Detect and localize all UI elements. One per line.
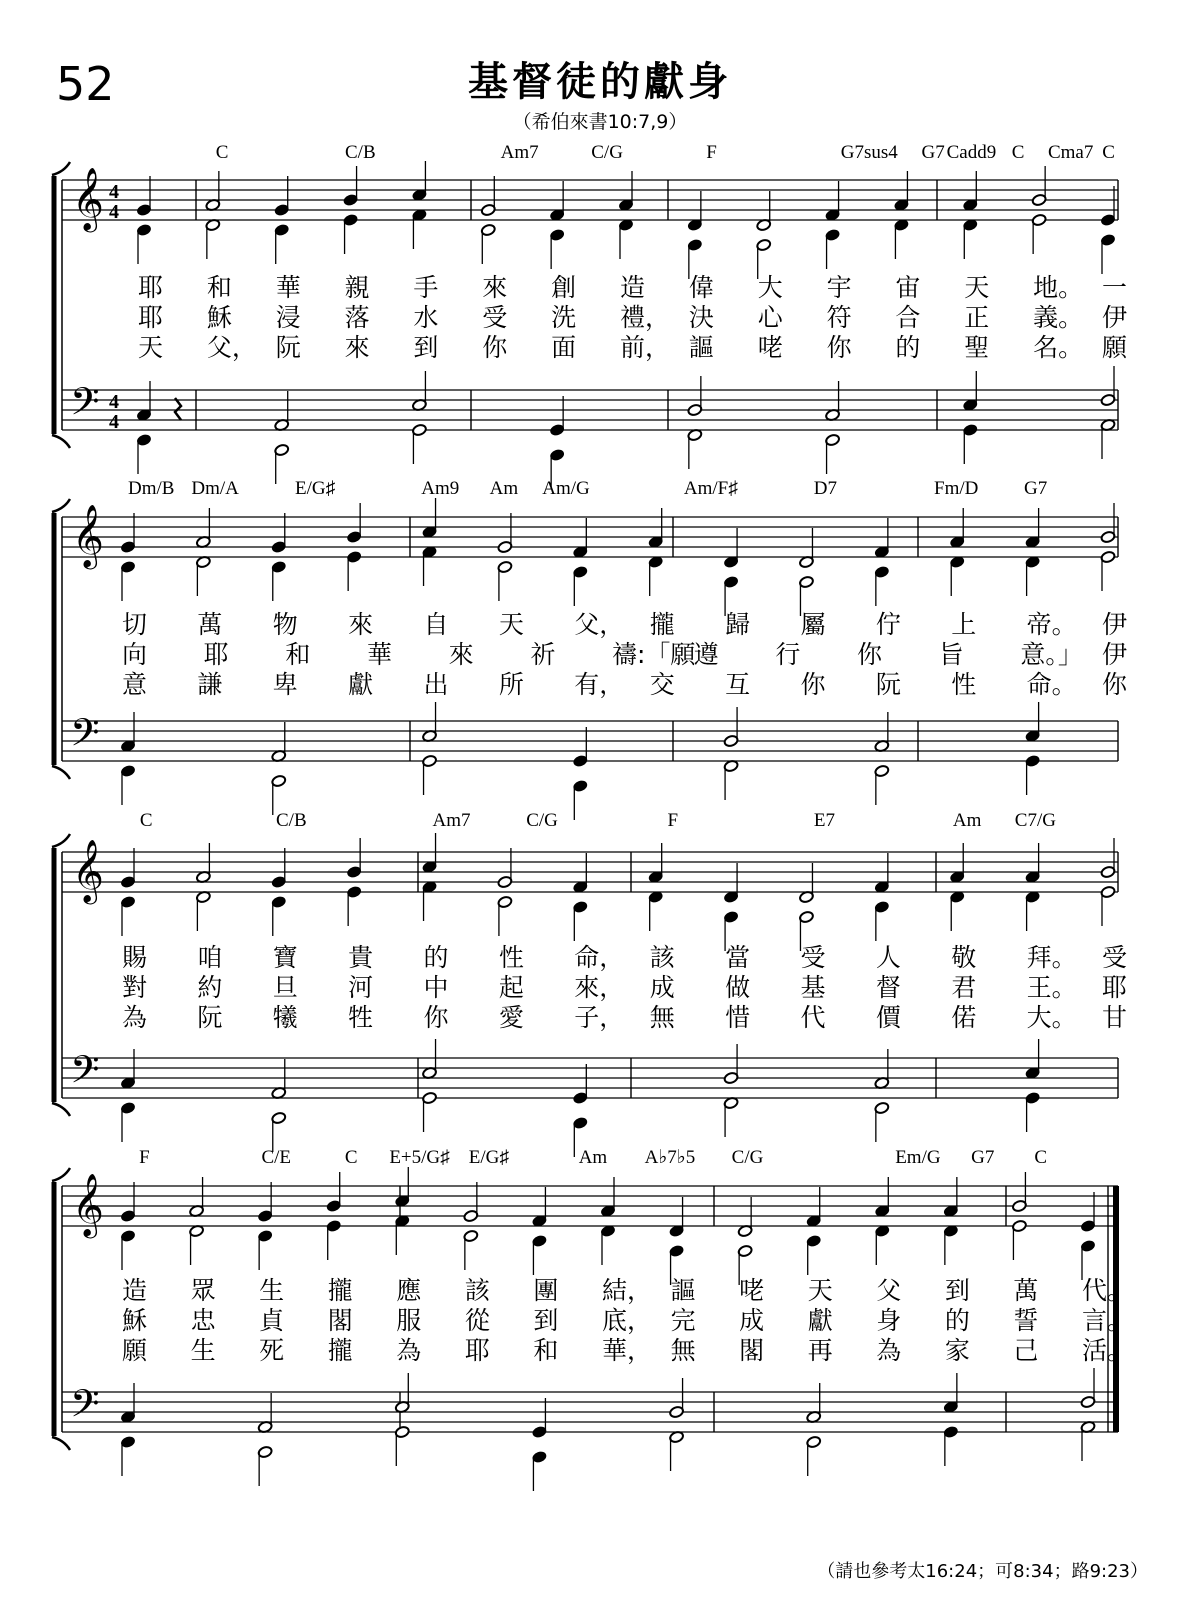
lyric-syllable: 禱:「願 [612,640,696,669]
chord-symbol: G7 [971,1147,995,1168]
lyric-syllable: 閣 [327,1306,353,1335]
chord-symbol: G7sus4 [840,142,898,163]
lyric-syllable: 忠 [190,1306,216,1335]
lyric-syllable: 耶 [1102,973,1128,1002]
bass-clef-icon: 𝄢 [70,1047,100,1101]
lyric-syllable: 你 [800,670,826,699]
lyric-syllable: 成 [649,973,675,1002]
lyric-syllable: 屬 [800,610,826,639]
lyric-syllable: 切 [122,610,148,639]
lyric-syllable: 你 [1102,670,1128,699]
lyric-syllable: 伊 [1102,303,1128,332]
lyric-syllable: 該 [649,943,675,972]
chord-symbol: Dm/A [191,478,239,499]
lyric-syllable: 誓 [1013,1306,1039,1335]
lyric-syllable: 來， [574,973,625,1002]
chord-symbol: G7 [1024,478,1048,499]
lyric-syllable: 底， [602,1306,653,1335]
chord-symbol: C [139,810,153,831]
chord-symbol: E+5/G♯ [389,1147,450,1168]
lyric-syllable: 手 [413,273,439,302]
bracket-bottom-hook [52,1103,70,1116]
lyric-syllable: 正 [964,303,990,332]
lyric-syllable: 子， [574,1003,625,1032]
lyric-syllable: 閣 [739,1336,765,1365]
lyric-syllable: 為 [122,1003,148,1032]
lyric-syllable: 敬 [951,943,977,972]
lyric-syllable: 名。 [1033,333,1084,362]
lyric-syllable: 完 [670,1306,696,1335]
bracket-bottom-hook [52,435,70,448]
hymn-number: 52 [56,57,115,111]
lyric-syllable: 心 [757,303,783,332]
lyric-syllable: 服 [396,1306,422,1335]
chord-symbol: F [667,810,679,831]
lyric-syllable: 和 [533,1336,559,1365]
lyric-syllable: 惜 [725,1003,751,1032]
lyric-syllable: 寶 [272,943,298,972]
lyric-syllable: 該 [464,1276,490,1305]
lyric-syllable: 受 [1102,943,1128,972]
lyric-syllable: 意 [122,670,148,699]
lyric-syllable: 甘 [1102,1003,1128,1032]
lyric-syllable: 自 [423,610,449,639]
lyric-syllable: 旦 [272,973,298,1002]
lyric-syllable: 阮 [875,670,901,699]
lyric-syllable: 生 [259,1276,285,1305]
lyric-syllable: 性 [498,943,524,972]
time-signature-bottom: 4 [109,411,119,433]
lyric-syllable: 意。」 [1020,640,1083,669]
chord-symbol: F [706,142,717,163]
lyric-syllable: 再 [807,1336,833,1365]
chord-symbol: A♭7♭5 [644,1147,696,1168]
lyric-syllable: 萬 [197,610,223,639]
lyric-syllable: 交 [649,670,675,699]
lyric-syllable: 對 [122,973,148,1002]
lyric-syllable: 穌 [206,303,232,332]
lyric-syllable: 宇 [826,273,852,302]
bass-clef-icon: 𝄢 [70,710,100,764]
lyric-syllable: 聖 [964,333,990,362]
hymn-title: 基督徒的獻身 [468,59,732,105]
lyric-syllable: 基 [800,973,826,1002]
lyric-syllable: 祈 [530,640,556,669]
chord-symbol: E7 [813,810,836,831]
lyric-syllable: 價 [875,1003,901,1032]
lyric-syllable: 來 [348,610,374,639]
chord-symbol: Am/F♯ [683,478,738,499]
time-signature-top: 4 [109,391,119,413]
system-1 [52,142,1128,489]
lyric-syllable: 和 [285,640,311,669]
chord-symbol: E/G♯ [468,1147,509,1168]
chord-symbol: G7 [921,142,945,163]
lyric-syllable: 從 [464,1306,490,1335]
lyric-syllable: 受 [800,943,826,972]
chord-symbol: C [1102,142,1115,163]
lyric-syllable: 天 [807,1276,833,1305]
lyric-syllable: 耶 [464,1336,490,1365]
chord-symbol: Dm/B [128,478,175,499]
lyric-syllable: 帝。 [1026,610,1077,639]
chord-symbol: Em/G [895,1147,941,1168]
time-signature-top: 4 [109,181,119,203]
lyric-syllable: 成 [739,1306,765,1335]
system-2 [52,478,1128,820]
lyric-syllable: 行 [775,640,801,669]
chord-symbol: C/B [345,142,376,163]
lyric-syllable: 符 [826,303,852,332]
lyric-syllable: 天 [138,333,164,362]
lyric-syllable: 到 [533,1306,559,1335]
lyric-syllable: 為 [876,1336,902,1365]
lyric-syllable: 偉 [688,273,714,302]
chord-symbol: C/G [591,142,623,163]
bracket-top-hook [52,162,70,175]
lyric-syllable: 起 [498,973,524,1002]
lyric-syllable: 當 [725,943,751,972]
lyric-syllable: 王。 [1026,973,1077,1002]
chord-symbol: C7/G [1014,810,1056,831]
lyric-syllable: 結， [602,1276,653,1305]
lyric-syllable: 面 [551,333,577,362]
treble-clef-icon: 𝄞 [72,167,104,230]
lyric-syllable: 遵 [693,640,719,669]
lyric-syllable: 造 [122,1276,148,1305]
lyric-syllable: 你 [482,333,508,362]
chord-symbol: C/G [526,810,558,831]
lyric-syllable: 愛 [498,1003,524,1032]
lyric-syllable: 歸 [725,610,751,639]
lyric-syllable: 無 [649,1003,675,1032]
lyric-syllable: 攏 [327,1336,353,1365]
lyric-syllable: 牲 [348,1003,374,1032]
bracket-top-hook [52,1168,70,1181]
lyric-syllable: 咾 [739,1276,765,1305]
lyric-syllable: 做 [725,973,751,1002]
lyric-syllable: 攏 [327,1276,353,1305]
lyric-syllable: 華， [602,1336,653,1365]
lyric-syllable: 來 [482,273,508,302]
lyric-syllable: 水 [413,303,439,332]
lyric-syllable: 義。 [1033,303,1084,332]
lyric-syllable: 咾 [757,333,783,362]
lyric-syllable: 耶 [138,303,164,332]
chord-symbol: C [344,1147,358,1168]
system-3 [52,810,1127,1157]
lyric-syllable: 謙 [197,670,223,699]
lyric-syllable: 大 [757,273,783,302]
lyric-syllable: 的 [423,943,449,972]
lyric-syllable: 親 [344,273,370,302]
lyric-syllable: 父， [206,333,257,362]
lyric-syllable: 攏 [649,610,675,639]
lyric-syllable: 洗 [551,303,577,332]
lyric-syllable: 中 [423,973,449,1002]
lyric-syllable: 眾 [190,1276,216,1305]
lyric-syllable: 謳 [688,333,714,362]
lyric-syllable: 賜 [122,943,148,972]
lyric-syllable: 的 [895,333,921,362]
lyric-syllable: 來 [344,333,370,362]
chord-symbol: C [215,142,229,163]
lyric-syllable: 來 [448,640,474,669]
lyric-syllable: 團 [533,1276,559,1305]
cross-references: （請也參考太16:24；可8:34；路9:23） [817,1561,1148,1582]
chord-symbol: Cma7 [1047,142,1094,163]
lyric-syllable: 人 [875,943,901,972]
lyric-syllable: 落 [344,303,370,332]
lyric-syllable: 犧 [272,1003,298,1032]
lyric-syllable: 命， [574,943,625,972]
lyric-syllable: 死 [259,1336,285,1365]
lyric-syllable: 貴 [348,943,374,972]
chord-symbol: Am [578,1147,608,1168]
bass-clef-icon: 𝄢 [70,1381,100,1435]
chord-symbol: Am7 [500,142,539,163]
lyric-syllable: 前， [620,333,671,362]
lyric-syllable: 言。 [1082,1306,1133,1335]
chord-symbol: C [1034,1147,1048,1168]
lyric-syllable: 旨 [938,640,964,669]
time-signature-bottom: 4 [109,201,119,223]
lyric-syllable: 禮， [620,303,671,332]
quarter-rest-icon [175,398,181,420]
lyric-syllable: 到 [413,333,439,362]
lyric-syllable: 河 [348,973,374,1002]
bracket-bottom-hook [52,1437,70,1450]
lyric-syllable: 性 [951,670,977,699]
lyric-syllable: 浸 [275,303,301,332]
lyric-syllable: 華 [275,273,301,302]
lyric-syllable: 獻 [807,1306,833,1335]
treble-clef-icon: 𝄞 [72,839,104,902]
lyric-syllable: 拜。 [1026,943,1077,972]
lyric-syllable: 身 [876,1306,902,1335]
lyric-syllable: 耶 [138,273,164,302]
lyric-syllable: 向 [122,640,148,669]
lyric-syllable: 伊 [1102,640,1128,669]
lyric-syllable: 大。 [1026,1003,1077,1032]
lyric-syllable: 咱 [197,943,223,972]
lyric-syllable: 督 [875,973,901,1002]
lyric-syllable: 卑 [272,670,298,699]
lyric-syllable: 和 [206,273,232,302]
lyric-syllable: 無 [670,1336,696,1365]
lyric-syllable: 偌 [951,1003,977,1032]
lyric-syllable: 佇 [875,610,901,639]
lyric-syllable: 華 [367,640,393,669]
lyric-syllable: 約 [197,973,223,1002]
chord-symbol: F [139,1147,150,1168]
lyric-syllable: 為 [396,1336,422,1365]
lyric-syllable: 君 [951,973,977,1002]
lyric-syllable: 己 [1013,1336,1039,1365]
treble-clef-icon: 𝄞 [72,504,104,567]
lyric-syllable: 萬 [1013,1276,1039,1305]
lyric-syllable: 天 [498,610,524,639]
lyric-syllable: 互 [725,670,751,699]
scripture-reference: （希伯來書10:7,9） [512,111,688,133]
chord-symbol: Am [952,810,982,831]
bracket-top-hook [52,834,70,847]
lyric-syllable: 的 [944,1306,970,1335]
chord-symbol: Am [489,478,519,499]
lyric-syllable: 你 [857,640,883,669]
lyric-syllable: 謳 [670,1276,696,1305]
lyric-syllable: 耶 [203,640,229,669]
lyric-syllable: 你 [423,1003,449,1032]
lyric-syllable: 合 [895,303,921,332]
chord-symbol: Am/G [542,478,590,499]
lyric-syllable: 到 [944,1276,970,1305]
lyric-syllable: 願 [1102,333,1128,362]
lyric-syllable: 上 [951,610,977,639]
lyric-syllable: 貞 [259,1306,285,1335]
lyric-syllable: 伊 [1102,610,1128,639]
lyric-syllable: 應 [396,1276,422,1305]
chord-symbol: C/G [731,1147,764,1168]
system-4 [52,1147,1132,1491]
lyric-syllable: 父， [574,610,625,639]
lyric-syllable: 一 [1102,273,1128,302]
lyric-syllable: 獻 [348,670,374,699]
lyric-syllable: 家 [944,1336,970,1365]
lyric-syllable: 穌 [122,1306,148,1335]
chord-symbol: Am9 [421,478,460,499]
lyric-syllable: 生 [190,1336,216,1365]
lyric-syllable: 地。 [1033,273,1084,302]
chord-symbol: C/B [276,810,307,831]
lyric-syllable: 創 [551,273,577,302]
bracket-top-hook [52,499,70,512]
lyric-syllable: 造 [620,273,646,302]
lyric-syllable: 代。 [1082,1276,1133,1305]
lyric-syllable: 有， [574,670,625,699]
lyric-syllable: 所 [498,670,524,699]
chord-symbol: Fm/D [934,478,979,499]
treble-clef-icon: 𝄞 [72,1173,104,1236]
chord-symbol: D7 [813,478,837,499]
lyric-syllable: 父 [876,1276,902,1305]
lyric-syllable: 你 [826,333,852,362]
chord-symbol: C [1011,142,1025,163]
lyric-syllable: 阮 [275,333,301,362]
chord-symbol: C/E [261,1147,292,1168]
lyric-syllable: 願 [122,1336,148,1365]
lyric-syllable: 物 [272,610,298,639]
lyric-syllable: 活。 [1082,1336,1133,1365]
lyric-syllable: 命。 [1026,670,1077,699]
bass-clef-icon: 𝄢 [70,379,100,433]
bracket-bottom-hook [52,766,70,779]
lyric-syllable: 阮 [197,1003,223,1032]
chord-symbol: Cadd9 [946,142,997,163]
chord-symbol: Am7 [432,810,471,831]
lyric-syllable: 宙 [895,273,921,302]
chord-symbol: E/G♯ [295,478,336,499]
lyric-syllable: 受 [482,303,508,332]
lyric-syllable: 代 [800,1003,826,1032]
lyric-syllable: 出 [423,670,449,699]
lyric-syllable: 天 [964,273,990,302]
lyric-syllable: 決 [688,303,714,332]
